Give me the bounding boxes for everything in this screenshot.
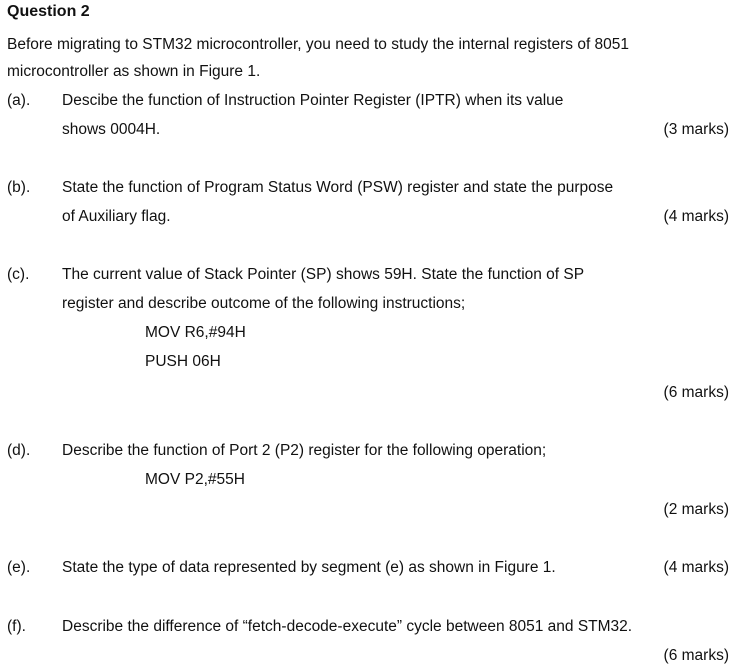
part-a-line-2: shows 0004H. [62,121,161,138]
part-e-label: (e). [7,559,31,576]
part-a-label: (a). [7,92,31,109]
part-c-marks: (6 marks) [663,384,729,401]
part-c-line-1: The current value of Stack Pointer (SP) shows 59H. State the function of SP [62,266,585,283]
part-c-code-1: MOV R6,#94H [145,324,246,341]
part-d-code-1: MOV P2,#55H [145,471,245,488]
part-b-marks: (4 marks) [663,208,729,225]
part-d-line-1: Describe the function of Port 2 (P2) register for the following operation; [62,442,547,459]
part-c-label: (c). [7,266,30,283]
part-b-label: (b). [7,179,31,196]
part-a-line-1: Descibe the function of Instruction Pointer Register (IPTR) when its value [62,92,564,109]
part-d-marks: (2 marks) [663,501,729,518]
part-a-marks: (3 marks) [663,121,729,138]
intro-line-2: microcontroller as shown in Figure 1. [7,63,261,80]
part-c-line-2: register and describe outcome of the following instructions; [62,295,466,312]
question-title: Question 2 [7,3,90,20]
part-f-marks: (6 marks) [663,647,729,664]
part-f-label: (f). [7,618,26,635]
part-e-line-1: State the type of data represented by segment (e) as shown in Figure 1. [62,559,556,576]
part-c-code-2: PUSH 06H [145,353,221,370]
part-d-label: (d). [7,442,31,459]
part-f-line-1: Describe the difference of “fetch-decode-execute” cycle between 8051 and STM32. [62,618,633,635]
part-e-marks: (4 marks) [663,559,729,576]
intro-line-1: Before migrating to STM32 microcontroller, you need to study the internal registers of 8051 [7,36,630,53]
part-b-line-2: of Auxiliary flag. [62,208,171,225]
part-b-line-1: State the function of Program Status Word (PSW) register and state the purpose [62,179,614,196]
